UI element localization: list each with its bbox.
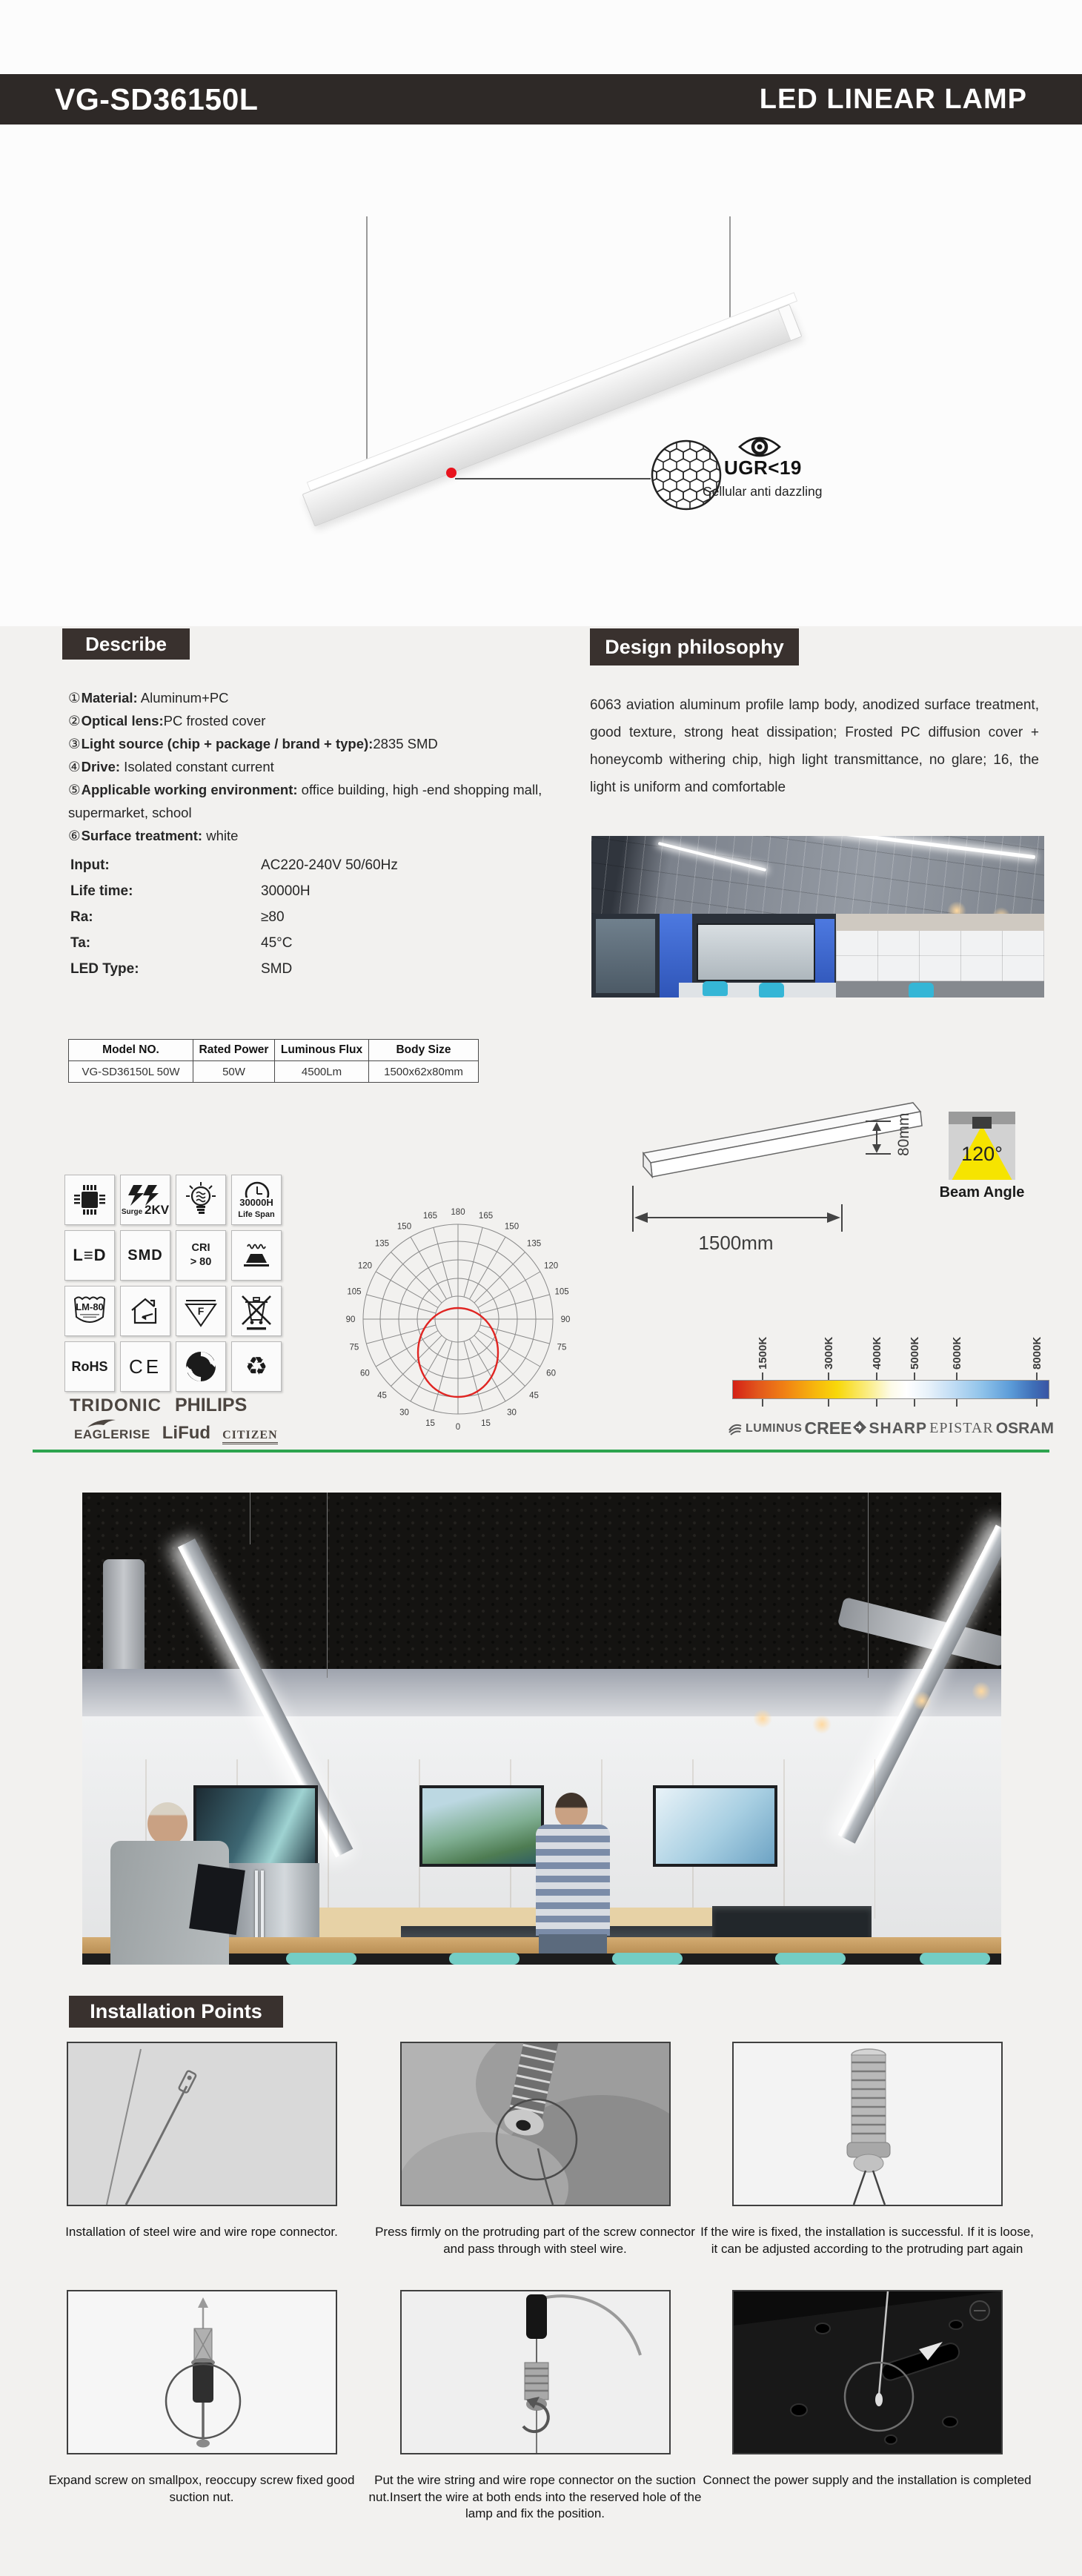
lm80-icon	[64, 1286, 115, 1336]
photo-stool	[775, 1953, 846, 1965]
svg-text:45: 45	[529, 1391, 539, 1401]
green-dot-icon	[176, 1341, 226, 1392]
photo-stool	[449, 1953, 520, 1965]
install-photo-5	[400, 2290, 671, 2454]
cct-tick-label: 4000K	[871, 1336, 883, 1370]
describe-item: ②Optical lens:PC frosted cover	[68, 713, 266, 728]
installation-header	[69, 1996, 283, 2028]
photo-suspension-thread	[327, 1493, 328, 1678]
photo-black-ceiling	[82, 1493, 1001, 1669]
photo-person-right-head	[555, 1793, 588, 1828]
svg-text:120: 120	[357, 1261, 373, 1271]
installation-title: Installation Points	[90, 2000, 262, 2022]
photo-tv-screen	[419, 1785, 544, 1867]
photo-person-right	[536, 1825, 610, 1936]
cct-tick-label: 3000K	[823, 1336, 835, 1370]
install-caption-6: Connect the power supply and the installation is completed	[703, 2473, 1032, 2487]
citizen-logo: CITIZEN	[222, 1429, 278, 1444]
photo-downlight	[912, 1691, 932, 1710]
eaglerise-logo: EAGLERISE	[74, 1427, 150, 1442]
svg-text:105: 105	[554, 1287, 569, 1297]
photo-person-left-head	[147, 1802, 187, 1845]
svg-text:150: 150	[504, 1222, 520, 1232]
honeycomb-louver-icon	[650, 439, 723, 511]
design-office-photo	[591, 836, 1044, 997]
install-photo-6	[732, 2290, 1003, 2454]
install-photo-4	[67, 2290, 337, 2454]
photo-chair	[759, 983, 784, 997]
spec-row: Life time: 30000H	[70, 883, 311, 899]
polar-diagram	[342, 1202, 574, 1439]
cct-tick-label: 6000K	[951, 1336, 963, 1370]
philips-logo: PHILIPS	[175, 1395, 248, 1415]
lifespan-icon	[231, 1175, 282, 1225]
eagle-swoosh-icon	[86, 1416, 125, 1430]
design-paragraph: 6063 aviation aluminum profile lamp body, anodized surface treatment, good texture, strong heat dissipation; Frosted PC diffusion cover + honeycomb withering chip, high light transmittance, no glare; 16, the light is uniform and comfortable	[590, 697, 1039, 795]
ce-mark-icon: CE	[120, 1341, 170, 1392]
install-caption-1: Installation of steel wire and wire rope connector.	[65, 2225, 338, 2239]
led-brand-logos	[728, 1418, 1054, 1438]
install-photo-1	[67, 2042, 337, 2206]
install-step-2	[368, 2042, 702, 2257]
lamp-endcap	[778, 305, 801, 341]
photo-downlight	[812, 1715, 832, 1734]
cct-gradient-bar	[732, 1380, 1049, 1399]
svg-text:90: 90	[345, 1315, 356, 1324]
svg-text:F: F	[197, 1305, 205, 1317]
svg-text:90: 90	[560, 1315, 571, 1324]
tridonic-logo: TRIDONIC	[70, 1395, 162, 1415]
spec-row: Input: AC220-240V 50/60Hz	[70, 857, 398, 873]
install-caption-5: Put the wire string and wire rope connector on the suction nut.Insert the wire at both ends into the reserved hole of the lamp and fix the position.	[368, 2473, 702, 2520]
install-step-3	[700, 2042, 1034, 2257]
install-step-1	[35, 2042, 368, 2241]
describe-list	[68, 686, 580, 847]
spec-table-header-row: Model NO. Rated Power Luminous Flux Body Size	[69, 1040, 479, 1061]
cct-tick-label: 8000K	[1031, 1336, 1043, 1370]
spec-table	[68, 1039, 479, 1083]
led-brand-sharp: SHARP	[869, 1419, 928, 1437]
photo-laptop	[189, 1864, 245, 1935]
photo-stool	[920, 1953, 990, 1965]
energy-saving-bulb-icon	[176, 1175, 226, 1225]
install-photo-3	[732, 2042, 1003, 2206]
describe-header	[62, 628, 190, 660]
photo-tv-screen	[653, 1785, 777, 1867]
application-photo	[82, 1493, 1001, 1965]
svg-text:120: 120	[543, 1261, 559, 1271]
title-bar	[0, 74, 1082, 125]
svg-text:165: 165	[422, 1211, 438, 1221]
heat-dissipation-icon	[231, 1230, 282, 1281]
install-caption-2: Press firmly on the protruding part of the screw connector and pass through with steel wire.	[375, 2225, 695, 2256]
svg-text:60: 60	[546, 1369, 556, 1378]
rohs-icon: RoHS	[64, 1341, 115, 1392]
led-brand-epistar: EPISTAR	[929, 1420, 994, 1436]
photo-chair	[703, 981, 728, 996]
photo-blue-panel	[815, 919, 834, 993]
svg-text:45: 45	[377, 1391, 387, 1401]
driver-chip-icon	[64, 1175, 115, 1225]
spec-row: Ra: ≥80	[70, 909, 285, 925]
model-number: VG-SD36150L	[55, 82, 259, 116]
install-photo-2	[400, 2042, 671, 2206]
beam-angle-icon	[949, 1112, 1015, 1180]
describe-title: Describe	[85, 632, 167, 655]
ugr-value: UGR<19	[724, 457, 802, 479]
design-title: Design philosophy	[605, 635, 784, 658]
photo-floor	[836, 981, 1044, 997]
beam-angle-caption: Beam Angle	[939, 1184, 1025, 1201]
led-brand-osram: OSRAM	[995, 1419, 1054, 1437]
photo-stool	[286, 1953, 356, 1965]
photo-structure-band	[82, 1669, 1001, 1716]
photo-downlight	[753, 1709, 772, 1728]
svg-text:30: 30	[507, 1408, 517, 1418]
product-name: LED LINEAR LAMP	[759, 83, 1027, 115]
dimension-drawing	[578, 1089, 926, 1275]
photo-chair	[909, 983, 934, 997]
install-step-5	[368, 2290, 702, 2523]
photo-stool	[612, 1953, 683, 1965]
svg-text:75: 75	[349, 1343, 359, 1352]
svg-text:15: 15	[481, 1419, 491, 1429]
install-step-4	[35, 2290, 368, 2506]
svg-text:Life Span: Life Span	[238, 1210, 275, 1219]
surge-protection-icon: Surge 2KV	[120, 1175, 170, 1225]
driver-brands-row2	[74, 1423, 278, 1444]
certification-icon-grid	[64, 1175, 282, 1392]
hero-section	[0, 0, 1082, 626]
cct-tick-label: 5000K	[909, 1336, 921, 1370]
svg-text:180: 180	[451, 1208, 465, 1217]
svg-text:150: 150	[396, 1222, 412, 1232]
photo-cabinets	[836, 931, 1044, 981]
install-caption-4: Expand screw on smallpox, reoccupy screw fixed good suction nut.	[48, 2473, 355, 2504]
svg-text:135: 135	[526, 1239, 542, 1249]
flame-retardant-icon	[176, 1286, 226, 1336]
led-icon: L≡D	[64, 1230, 115, 1281]
electrical-specs	[70, 852, 493, 982]
svg-text:30000H: 30000H	[239, 1197, 273, 1208]
spec-row: Ta: 45°C	[70, 935, 293, 951]
suspension-wire-left	[366, 216, 368, 487]
photo-glass-pane	[596, 919, 655, 993]
height-label: 80mm	[895, 1112, 912, 1156]
photo-suspension-thread	[868, 1493, 869, 1678]
eye-icon	[737, 434, 782, 459]
beam-angle-value: 120°	[961, 1143, 1003, 1165]
led-brand-luminus: LUMINUS	[728, 1421, 802, 1436]
describe-item: ⑤Applicable working environment: office building, high -end shopping mall, supermarket, school	[68, 782, 542, 820]
spec-row: LED Type: SMD	[70, 960, 293, 977]
weee-bin-icon	[231, 1286, 282, 1336]
callout-dot	[446, 468, 457, 478]
beam-icon-fixture	[972, 1117, 992, 1129]
smd-icon: SMD	[120, 1230, 170, 1281]
photo-downlight	[972, 1682, 991, 1701]
svg-text:165: 165	[478, 1211, 494, 1221]
callout-leader-line	[455, 478, 651, 479]
driver-brands-row1	[70, 1395, 247, 1416]
cri-icon: CRI > 80	[176, 1230, 226, 1281]
describe-item: ③Light source (chip + package / brand + type):2835 SMD	[68, 736, 438, 751]
svg-text:30: 30	[399, 1408, 409, 1418]
install-caption-3: If the wire is fixed, the installation is successful. If it is loose, it can be adjusted according to the protruding part again	[700, 2225, 1034, 2256]
photo-inner-room	[697, 923, 815, 981]
recyclable-icon: ♻	[231, 1341, 282, 1392]
describe-item: ①Material: Aluminum+PC	[68, 690, 229, 706]
svg-text:15: 15	[425, 1419, 435, 1429]
svg-text:LM-80: LM-80	[76, 1301, 104, 1312]
color-temperature-scale	[732, 1332, 1054, 1451]
photo-person-right-jeans	[539, 1934, 607, 1953]
spec-table-data-row: VG-SD36150L 50W 50W 4500Lm 1500x62x80mm	[69, 1061, 479, 1083]
describe-item: ④Drive: Isolated constant current	[68, 759, 274, 774]
svg-text:0: 0	[455, 1423, 461, 1432]
indoor-use-icon	[120, 1286, 170, 1336]
install-step-6	[700, 2290, 1034, 2489]
length-label: 1500mm	[698, 1232, 774, 1254]
ugr-caption: Cellular anti dazzling	[703, 484, 823, 499]
photo-beige-wall	[836, 914, 1044, 931]
svg-text:60: 60	[360, 1369, 370, 1378]
design-header	[590, 628, 799, 665]
describe-item: ⑥Surface treatment: white	[68, 828, 239, 843]
svg-text:75: 75	[557, 1343, 567, 1352]
cct-tick-label: 1500K	[757, 1336, 769, 1370]
svg-text:105: 105	[347, 1287, 362, 1297]
led-brand-cree: CREE	[805, 1418, 867, 1438]
lifud-logo: LiFud	[162, 1423, 211, 1443]
svg-text:135: 135	[374, 1239, 390, 1249]
